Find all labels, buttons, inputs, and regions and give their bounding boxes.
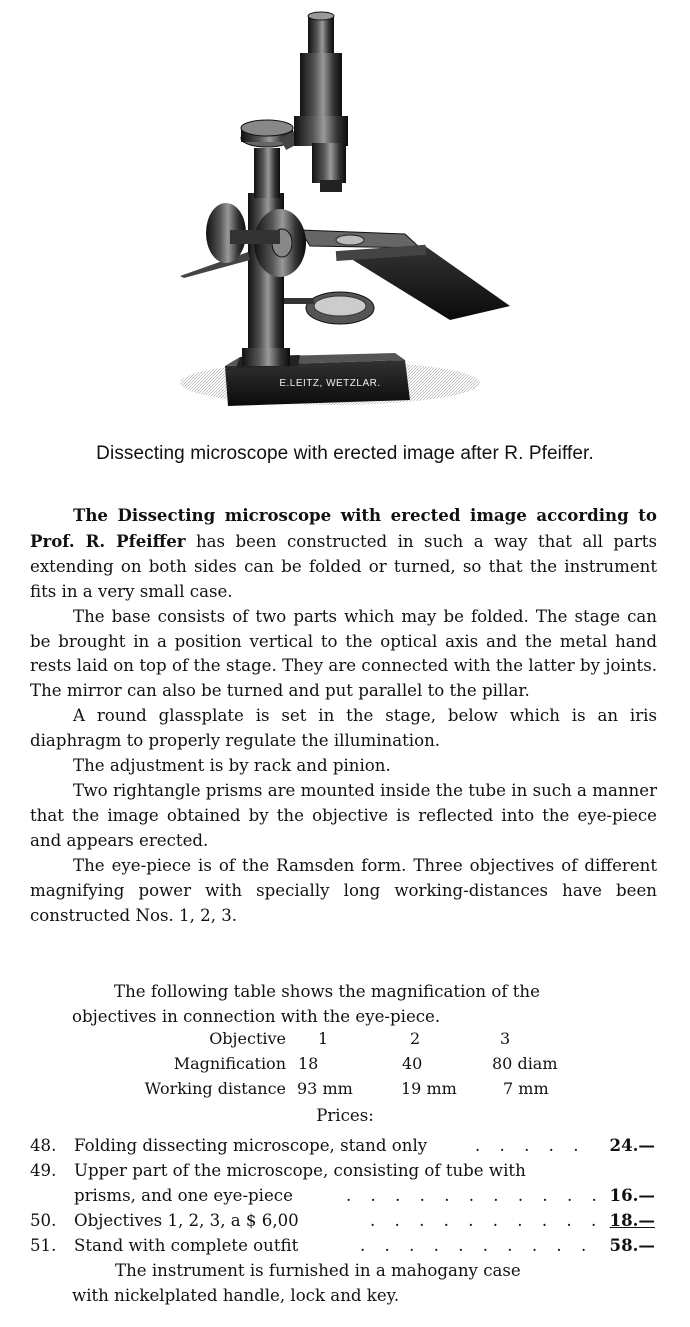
paragraph-3: A round glassplate is set in the stage, below which is an iris diaphragm to properly regulate the illumination.	[30, 706, 657, 751]
item-amount: 16.—	[609, 1185, 655, 1205]
leader-dots: . . . . . . . . . .	[360, 1236, 594, 1255]
row-label: Objective	[209, 1029, 286, 1048]
item-text-continued: prisms, and one eye-piece	[74, 1186, 293, 1205]
cell: 3	[500, 1029, 511, 1048]
prices-title: Prices:	[316, 1106, 374, 1125]
leader-dots: . . . . . . . . . .	[370, 1211, 604, 1230]
item-text: Objectives 1, 2, 3, a $ 6,00	[74, 1211, 299, 1230]
paragraph-2: The base consists of two parts which may be folded. The stage can be brought in a position vertical to the optical axis and the metal hand rests laid on top of the stage. They are connected with the latter by joints. The mirror can also be turned and put parallel to the pillar.	[30, 606, 657, 701]
leader-dots: . . . . .	[475, 1136, 586, 1155]
item-number: 50.	[30, 1211, 57, 1230]
paragraph-5: Two rightangle prisms are mounted inside the tube in such a manner that the image obtained by the objective is reflected into the eye-piece and appears erected.	[30, 780, 657, 850]
table-row	[0, 1079, 690, 1104]
cell: 40	[402, 1054, 423, 1073]
cell: 2	[410, 1029, 421, 1048]
item-text: Upper part of the microscope, consisting of tube with	[74, 1161, 526, 1180]
item-number: 48.	[30, 1136, 57, 1155]
row-label: Magnification	[173, 1054, 286, 1073]
item-number: 49.	[30, 1161, 57, 1180]
cell: 7 mm	[503, 1079, 549, 1098]
footer-line-2: with nickelplated handle, lock and key.	[72, 1286, 400, 1305]
paragraph-4: The adjustment is by rack and pinion.	[73, 756, 391, 776]
table-intro-line-2: objectives in connection with the eye-piece.	[72, 1006, 441, 1026]
table-row	[0, 1029, 690, 1054]
footer-line-1: The instrument is furnished in a mahogany case	[115, 1261, 521, 1280]
item-number: 51.	[30, 1236, 57, 1255]
cell: 1	[318, 1029, 329, 1048]
cell: 19 mm	[401, 1079, 457, 1098]
footer-note	[72, 1258, 592, 1308]
row-label: Working distance	[144, 1079, 286, 1098]
table-intro	[72, 980, 592, 1029]
table-intro-line-1: The following table shows the magnification of the	[114, 982, 540, 1001]
item-amount: 18.—	[609, 1210, 655, 1230]
item-amount: 58.—	[609, 1235, 655, 1255]
item-text: Folding dissecting microscope, stand only	[74, 1136, 428, 1155]
item-amount: 24.—	[609, 1135, 655, 1155]
paragraph-1-rest: has been constructed in such a way that all parts extending on both sides can be folded or turned, so that the instrument fits in a very small case.	[30, 531, 657, 601]
table-row	[0, 1054, 690, 1079]
paragraph-1-bold: The Dissecting microscope with erected image according to Prof. R. Pfeiffer	[30, 505, 657, 551]
description	[30, 503, 657, 928]
paragraph-6: The eye-piece is of the Ramsden form. Three objectives of different magnifying power with specially long working-distances have been constructed Nos. 1, 2, 3.	[30, 855, 657, 925]
item-text: Stand with complete outfit	[74, 1236, 299, 1255]
microscope-illustration	[170, 8, 520, 408]
leader-dots: . . . . . . . . . . .	[346, 1186, 604, 1205]
cell: 18	[298, 1054, 319, 1073]
cell: 93 mm	[297, 1079, 353, 1098]
cell: 80 diam	[492, 1054, 558, 1073]
paragraph-1	[30, 503, 657, 605]
figure-caption: Dissecting microscope with erected image after R. Pfeiffer.	[96, 443, 594, 464]
maker-label: E.LEITZ, WETZLAR.	[279, 378, 381, 389]
